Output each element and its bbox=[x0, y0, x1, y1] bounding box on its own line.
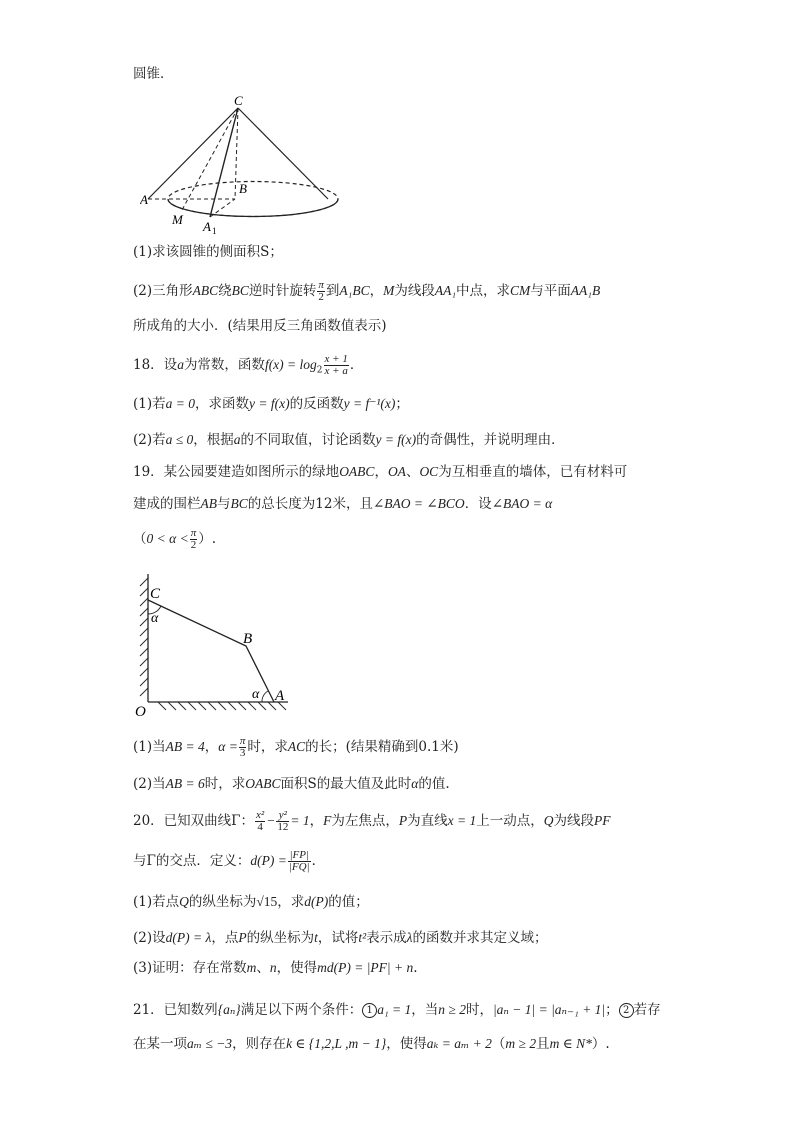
fraction: $\frac{\pi}{2}$ bbox=[318, 279, 324, 303]
q18-part1: (1)若a = 0，求函数y = f(x)的反函数y = f⁻¹(x)； bbox=[133, 396, 409, 412]
q17-part1: (1)求该圆锥的侧面积S； bbox=[133, 244, 283, 260]
label-a1-sub: 1 bbox=[212, 226, 217, 234]
q18-intro: 18．设a为常数，函数$f(x) = \log_2$ $\frac{x + 1}{x + a}$ ． bbox=[133, 353, 364, 377]
q20-part1: (1)若点Q的纵坐标为√15，求d(P)的值； bbox=[133, 894, 369, 910]
q20-part2: (2)设d(P) = λ，点P的纵坐标为t，试将t²表示成λ的函数并求其定义域； bbox=[133, 930, 548, 946]
q20-line2: 与Γ的交点．定义：d(P) = $\frac{|FP|}{|FQ|}$ ． bbox=[133, 849, 326, 873]
fig-label-o: O bbox=[135, 704, 146, 720]
q19-line3: （0 < α < $\frac{\pi}{2}$ ）. bbox=[133, 527, 216, 551]
q18-part2: (2)若a ≤ 0，根据a的不同取值，讨论函数y = f(x)的奇偶性，并说明理由． bbox=[133, 432, 565, 448]
q19-part2: (2)当AB = 6时，求OABC面积S的最大值及此时α的值. bbox=[133, 776, 450, 792]
label-a1: A bbox=[203, 219, 211, 234]
q17-part2-line2: 所成角的大小．(结果用反三角函数值表示) bbox=[133, 318, 387, 334]
q17-part2: (2)三角形ABC绕BC逆时针旋转 $\frac{\pi}{2}$ 到A₁BC，M为线段AA₁中点，求CM与平面AA₁B bbox=[133, 279, 601, 303]
label-b: B bbox=[239, 181, 247, 196]
fence-figure bbox=[134, 566, 304, 721]
q21-line2: 在某一项aₘ ≤ −3，则存在k ∈ {1,2,L ,m − 1}，使得aₖ = aₘ + 2（m ≥ 2且m ∈ N*）. bbox=[133, 1036, 610, 1052]
continuation-text: 圆锥． bbox=[133, 66, 174, 82]
q21-line1: 21．已知数列{aₙ}满足以下两个条件： 1 a₁ = 1，当n ≥ 2时，|aₙ − 1| = |aₙ₋₁ + 1|； 2 若存 bbox=[133, 1002, 661, 1018]
label-m: M bbox=[172, 212, 183, 227]
q19-part1: (1)当AB = 4，α = $\frac{\pi}{3}$ 时，求AC的长；(结果精确到0.1米) bbox=[133, 735, 459, 759]
circled-one: 1 bbox=[362, 1003, 377, 1018]
fig-label-b: B bbox=[243, 631, 253, 647]
circled-two: 2 bbox=[619, 1003, 634, 1018]
fig-label-a: A bbox=[275, 688, 285, 704]
q19-line1: 19．某公园要建造如图所示的绿地OABC，OA、OC为互相垂直的墙体，已有材料可 bbox=[133, 464, 628, 480]
label-a: A bbox=[140, 192, 148, 207]
fig-label-alpha-a: α bbox=[252, 687, 260, 702]
q19-line2: 建成的围栏AB与BC的总长度为12米，且∠BAO = ∠BCO．设∠BAO = α bbox=[133, 496, 553, 512]
fig-label-c: C bbox=[150, 586, 161, 602]
label-c: C bbox=[234, 94, 243, 108]
q20-part3: (3)证明：存在常数m、n，使得md(P) = |PF| + n. bbox=[133, 960, 418, 976]
fig-label-alpha-c: α bbox=[151, 611, 159, 626]
cone-figure bbox=[140, 94, 340, 234]
q20-line1: 20．已知双曲线Γ： $\frac{\text{x²}}{4}$ − $\frac{\text{y²}}{12}$ = 1，F为左焦点，P为直线x = 1上一动点，Q为线段PF bbox=[133, 809, 611, 833]
